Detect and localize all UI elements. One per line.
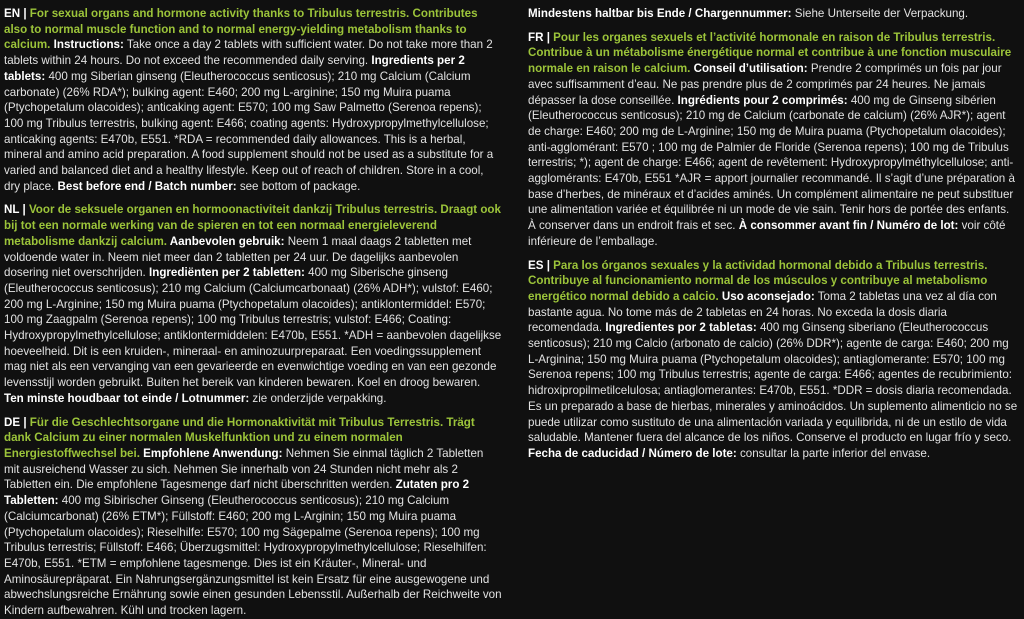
- ingredients-text-en: 400 mg Siberian ginseng (Eleutherococcus senticosus); 210 mg Calcium (Calcium carbonate) (26% RDA*); bulking agent: E460; 200 mg L-arginine; 150 mg Muira puama (Ptychopetalum olacoides); anticaking agent: E570; 100 mg Saw Palmetto (Serenoa repens); 100 mg Tribulus terrestris, bulking agent: E466; coating agents: Hydroxypropylmethylcellulose; anticaking agents: E470b, E551. *RDA = recommended daily allowances. This is a herbal, mineral and amino acid preparation. A food supplement should not be used as a substitute for a varied and balanced diet and a healthy lifestyle. Keep out of reach of children. Store in a cool, dry place.: [4, 69, 494, 193]
- ingredients-text-nl: 400 mg Siberische ginseng (Eleutherococcus senticosus); 210 mg Calcium (Calciumcarbonaat) (26% ADH*); vulstof: E460; 200 mg L-Arginine; 150 mg Muira puama (Ptychopetalum olacoides); antiklontermiddel: E570; 100 mg Zaagpalm (Serenoa repens); 100 mg Tribulus terrestris; vulstof: E466; Coating: Hydroxypropylmethylcellulose; antiklontermiddelen: E470b, E551. *ADH = aanbevolen dagelijkse hoeveelheid. Dit is een kruiden-, mineraal- en aminozuurpreparaat. Een voedingssupplement mag niet als een vervanging van een gevarieerde en evenwichtige voeding en van een gezonde levensstijl worden gebruikt. Buiten het bereik van kinderen bewaren. Koel en droog bewaren.: [4, 266, 502, 390]
- headline-nl: Voor de seksuele organen en hormoonactiviteit dankzij Tribulus terrestris. Draagt ook bij tot een normale werking van de spieren en tot een normaal energieleverend metabolisme dankzij calcium.: [4, 203, 501, 248]
- ingredients-label-en: Ingredients per 2 tablets:: [4, 54, 465, 83]
- section-en: [4, 6, 502, 194]
- instructions-text-de: Nehmen Sie einmal täglich 2 Tabletten mit ausreichend Wasser zu sich. Nehmen Sie innerhalb von 24 Stunden nicht mehr als 2 Tabletten ein. Die empfohlene Tagesmenge darf nicht überschritten werden.: [4, 446, 484, 492]
- lang-separator: |: [19, 203, 29, 217]
- headline-fr: Pour les organes sexuels et l’activité hormonale en raison de Tribulus terrestris. Contribue à un métabolisme énergétique normal et contribue à une fonction musculaire normale en raison le calcium.: [528, 30, 1012, 76]
- headline-es: Para los órganos sexuales y la actividad hormonal debido a Tribulus terrestris. Contribuye al funcionamiento normal de los músculos y contribuye al metabolismo energético normal debido a calcio.: [528, 258, 988, 303]
- headline-de: Für die Geschlechtsorgane und die Hormonaktivität mit Tribulus Terrestris. Trägt dank Calcium zu einer normalen Muskelfunktion und zu einem normalen Energiestoffwechsel bei.: [4, 415, 475, 460]
- instructions-label-en: Instructions:: [53, 38, 124, 52]
- lang-code-nl: NL: [4, 203, 20, 217]
- instructions-text-fr: Prendre 2 comprimés un fois par jour avec suffisamment d’eau. Ne pas prendre plus de 2 comprimés par 24 heures. Ne jamais dépasser la dose conseillée.: [528, 62, 1002, 107]
- best-before-text-nl: zie onderzijde verpakking.: [249, 391, 387, 405]
- instructions-text-es: Toma 2 tabletas una vez al día con bastante agua. No tome más de 2 tabletas en 24 horas. No exceda la dosis diaria recomendada.: [528, 289, 997, 335]
- right-column: [528, 0, 1020, 603]
- section-es: [528, 258, 1020, 462]
- instructions-label-fr: Conseil d’utilisation:: [690, 62, 808, 76]
- ingredients-text-es: 400 mg Ginseng siberiano (Eleutherococcus senticosus); 210 mg Calcio (arbonato de calcio) (26% DDR*); agente de carga: E460; 200 mg L-Arginina; 150 mg Muira puama (Ptychopetalum olacoides); antiaglomerante: E570; 100 mg Serenoa repens; 100 mg Tribulus terrestris; agente de carga: E466; agentes de recubrimiento: hidroxipropilmetilcelulosa; antiaglomerantes: E470b, E551. *DDR = dosis diaria recomendada. Es un preparado a base de hierbas, minerales y aminoácidos. Un suplemento alimenticio no se puede utilizar como sustituto de una alimentación variada y equilibrida, ni de un estilo de vida saludable. Mantener fuera del alcance de los niños. Conserve el producto en lugar frío y seco.: [528, 321, 1018, 445]
- best-before-label-es: Fecha de caducidad / Número de lote:: [528, 446, 737, 460]
- instructions-label-de: Empfohlene Anwendung:: [139, 446, 283, 460]
- ingredients-label-es: Ingredientes por 2 tabletas:: [605, 321, 757, 335]
- best-before-label-fr: À consommer avant fin / Numéro de lot:: [738, 219, 959, 233]
- best-before-label-de: Mindestens haltbar bis Ende / Chargennummer:: [528, 7, 792, 20]
- left-column: [4, 0, 502, 618]
- section-nl: [4, 202, 502, 406]
- instructions-text-nl: Neem 1 maal daags 2 tabletten met voldoende water in. Neem niet meer dan 2 tabletten per 24 uur. De dagelijks aanbevolen dosering niet overschrijden.: [4, 234, 472, 280]
- instructions-label-nl: Aanbevolen gebruik:: [167, 234, 285, 248]
- lang-code-de: DE: [4, 415, 21, 429]
- best-before-text-en: see bottom of package.: [236, 179, 361, 193]
- section-fr: [528, 30, 1020, 250]
- ingredients-label-de: Zutaten pro 2 Tabletten:: [4, 478, 470, 508]
- section-de: [4, 415, 502, 619]
- lang-code-en: EN: [4, 7, 21, 20]
- instructions-text-en: Take once a day 2 tablets with sufficient water. Do not take more than 2 tablets within 24 hours. Do not exceed the recommended daily serving.: [4, 38, 493, 68]
- best-before-label-en: Best before end / Batch number:: [57, 179, 237, 193]
- section-de-continued: [528, 6, 1020, 22]
- best-before-label-nl: Ten minste houdbaar tot einde / Lotnummer:: [4, 391, 250, 405]
- ingredients-text-fr: 400 mg de Ginseng sibérien (Eleutherococcus senticosus); 210 mg de Calcium (carbonate de calcium) (26% AJR*); agent de charge: E460; 200 mg de L-Arginine; 150 mg de Muira puama (Ptychopetalum olacoides); anti-agglomérant: E570 ; 100 mg de Palmier de Floride (Serenoa repens); 100 mg de Tribulus terrestris; *); agent de charge: E466; agent de revêtement: Hydroxypropylméthylcellulose; anti-agglomérants: E470b, E551 *AJR = apport journalier recommandé. Il s’agit d’une préparation à base d’herbes, de minéraux et d’acides aminés. Un complément alimentaire ne peut substituer une alimentation variée et équilibrée ni un mode de vie sain. Tenir hors de portée des enfants. À conserver dans un endroit frais et sec.: [528, 93, 1015, 233]
- ingredients-label-nl: Ingrediënten per 2 tabletten:: [149, 266, 305, 280]
- best-before-text-fr: voir côté inférieure de l’emballage.: [528, 219, 1006, 248]
- best-before-text-de: Siehe Unterseite der Verpackung.: [791, 7, 969, 20]
- headline-en: For sexual organs and hormone activity thanks to Tribulus terrestris. Contributes also to normal muscle function and to normal energy-yielding metabolism thanks to calcium.: [4, 7, 478, 52]
- lang-code-fr: FR: [528, 30, 544, 44]
- ingredients-label-fr: Ingrédients pour 2 comprimés:: [677, 93, 848, 107]
- lang-separator: |: [20, 7, 30, 20]
- best-before-text-es: consultar la parte inferior del envase.: [736, 446, 931, 460]
- instructions-label-es: Uso aconsejado:: [718, 289, 815, 303]
- ingredients-text-de-part1: 400 mg Sibirischer Ginseng (Eleutherococcus senticosus); 210 mg Calcium (Calciumcarbonat) (26% ETM*); Füllstoff: E460; 200 mg L-Arginin; 150 mg Muira puama (Ptychopetalum olacoides); Rieselhilfe: E570; 100 mg Sägepalme (Serenoa repens); 100 mg Tribulus terrestris; Füllstoff: E466; Überzugsmittel: Hydroxypropylmethylcellulose; Rieselhilfen: E470b, E551. *ETM = empfohlene tagesmenge. Dies ist ein Kräuter-, Mineral- und Aminosäurepräparat. Ein Nahrungsergänzungsmittel ist kein Ersatz für eine ausgewogene und abwechslungsreiche Ernährung sowie einen gesunden Lebensstil. Außerhalb der Reichweite von Kindern aufbewahren. Kühl und trocken lagern.: [4, 494, 502, 618]
- lang-separator: |: [20, 415, 30, 429]
- lang-separator: |: [543, 30, 554, 44]
- lang-code-es: ES: [528, 258, 544, 272]
- lang-separator: |: [543, 258, 554, 272]
